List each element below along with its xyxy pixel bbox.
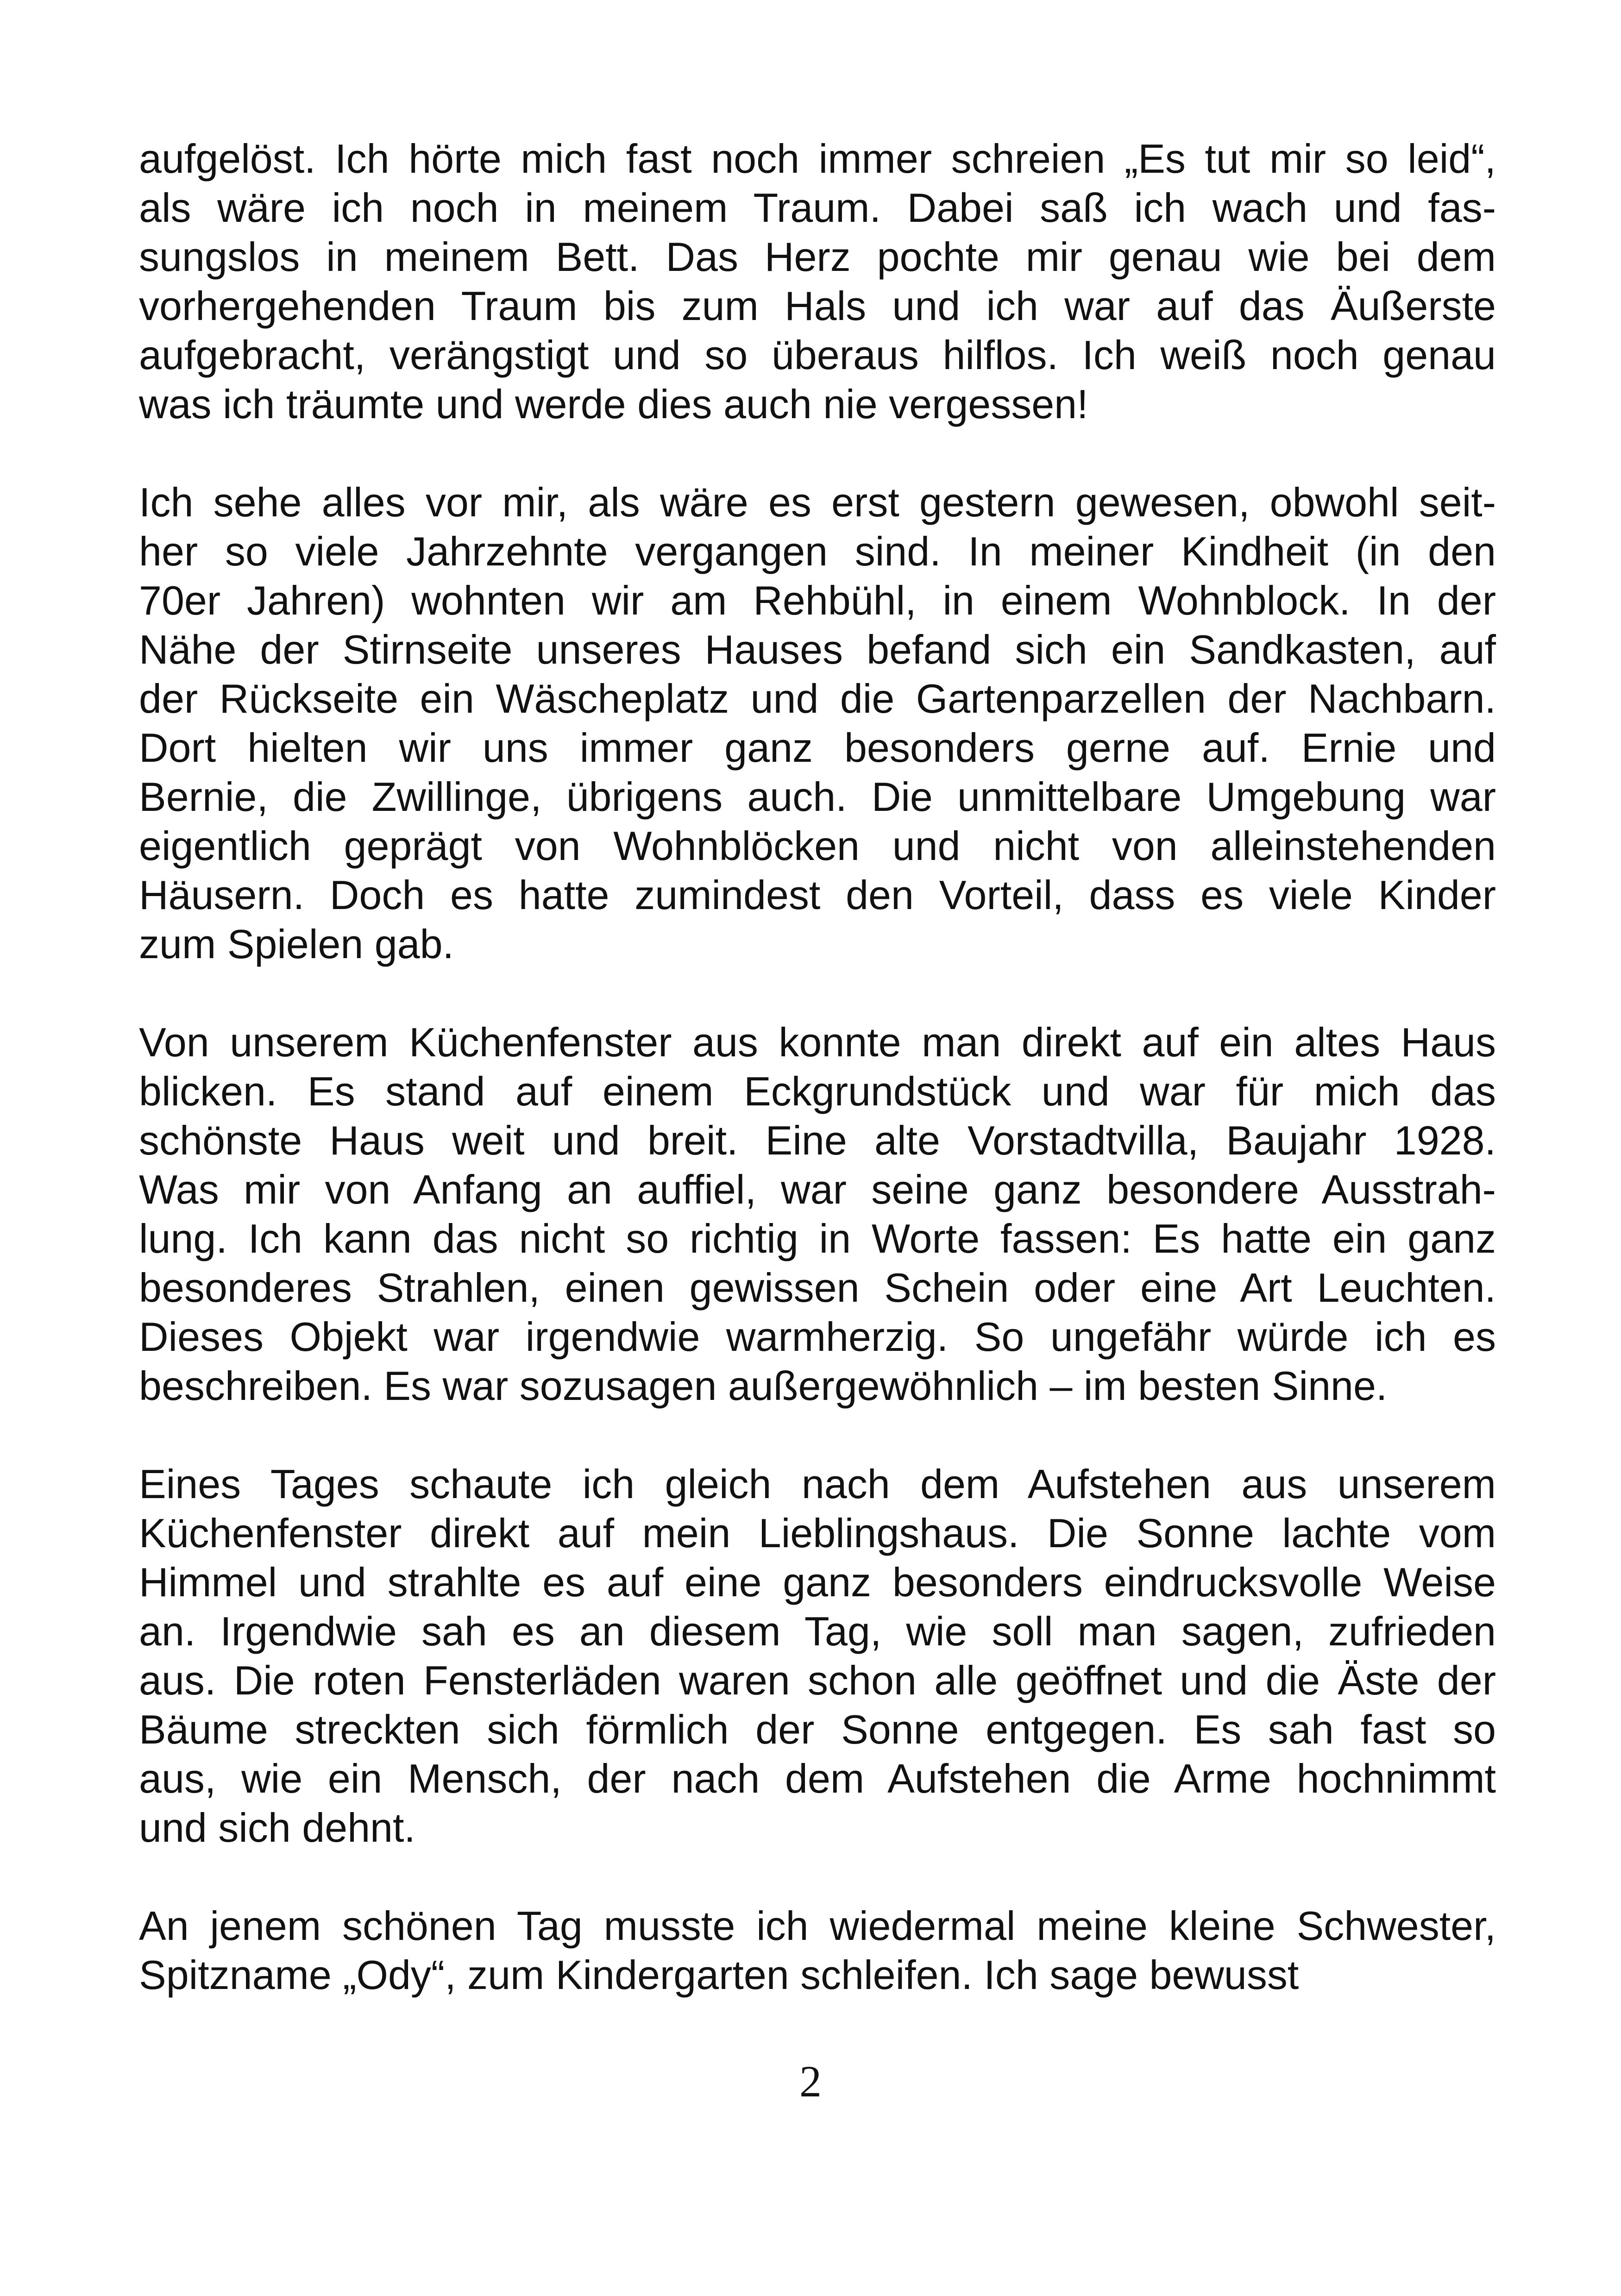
text-line: aus, wie ein Mensch, der nach dem Aufstehen die Arme hochnimmt xyxy=(139,1756,1496,1801)
text-line: An jenem schönen Tag musste ich wiedermal meine kleine Schwester, xyxy=(139,1903,1496,1949)
body-text xyxy=(139,134,1496,2000)
text-line: Küchenfenster direkt auf mein Lieblingshaus. Die Sonne lachte vom xyxy=(139,1510,1496,1556)
text-line: als wäre ich noch in meinem Traum. Dabei saß ich wach und fas- xyxy=(139,185,1496,231)
text-line: Spitzname „Ody“, zum Kindergarten schleifen. Ich sage bewusst xyxy=(139,1952,1299,1998)
text-line: her so viele Jahrzehnte vergangen sind. In meiner Kindheit (in den xyxy=(139,528,1496,574)
text-line: blicken. Es stand auf einem Eckgrundstück und war für mich das xyxy=(139,1068,1496,1114)
text-line: lung. Ich kann das nicht so richtig in Worte fassen: Es hatte ein ganz xyxy=(139,1216,1496,1261)
text-line: Häusern. Doch es hatte zumindest den Vorteil, dass es viele Kinder xyxy=(139,872,1496,918)
text-line: eigentlich geprägt von Wohnblöcken und nicht von alleinstehenden xyxy=(139,823,1496,869)
page-number: 2 xyxy=(799,2057,822,2106)
text-line: aufgelöst. Ich hörte mich fast noch immer schreien „Es tut mir so leid“, xyxy=(139,136,1496,182)
text-line: aufgebracht, verängstigt und so überaus hilflos. Ich weiß noch genau xyxy=(139,332,1496,378)
text-line: schönste Haus weit und breit. Eine alte Vorstadtvilla, Baujahr 1928. xyxy=(139,1117,1496,1163)
paragraph-5 xyxy=(139,1901,1496,2000)
paragraph-4 xyxy=(139,1460,1496,1852)
text-line: was ich träumte und werde dies auch nie vergessen! xyxy=(139,381,1088,427)
text-line: Bernie, die Zwillinge, übrigens auch. Die unmittelbare Umgebung war xyxy=(139,774,1496,820)
text-line: besonderes Strahlen, einen gewissen Schein oder eine Art Leuchten. xyxy=(139,1265,1496,1311)
text-line: Nähe der Stirnseite unseres Hauses befand sich ein Sandkasten, auf xyxy=(139,627,1496,672)
text-line: aus. Die roten Fensterläden waren schon alle geöffnet und die Äste der xyxy=(139,1657,1496,1703)
text-line: Eines Tages schaute ich gleich nach dem Aufstehen aus unserem xyxy=(139,1461,1496,1507)
text-line: Ich sehe alles vor mir, als wäre es erst gestern gewesen, obwohl seit- xyxy=(139,479,1496,525)
text-line: an. Irgendwie sah es an diesem Tag, wie soll man sagen, zufrieden xyxy=(139,1608,1496,1654)
text-line: Was mir von Anfang an auffiel, war seine ganz besondere Ausstrah- xyxy=(139,1167,1496,1212)
text-line: vorhergehenden Traum bis zum Hals und ich war auf das Äußerste xyxy=(139,283,1496,329)
text-line: sungslos in meinem Bett. Das Herz pochte mir genau wie bei dem xyxy=(139,234,1496,280)
text-line: Himmel und strahlte es auf eine ganz besonders eindrucksvolle Weise xyxy=(139,1559,1496,1605)
text-line: der Rückseite ein Wäscheplatz und die Gartenparzellen der Nachbarn. xyxy=(139,676,1496,721)
paragraph-2 xyxy=(139,478,1496,969)
text-line: Von unserem Küchenfenster aus konnte man direkt auf ein altes Haus xyxy=(139,1019,1496,1065)
text-line: und sich dehnt. xyxy=(139,1805,415,1851)
text-line: Dort hielten wir uns immer ganz besonders gerne auf. Ernie und xyxy=(139,725,1496,771)
text-line: zum Spielen gab. xyxy=(139,921,454,967)
text-line: 70er Jahren) wohnten wir am Rehbühl, in einem Wohnblock. In der xyxy=(139,577,1496,623)
text-line: Dieses Objekt war irgendwie warmherzig. So ungefähr würde ich es xyxy=(139,1314,1496,1360)
paragraph-1 xyxy=(139,134,1496,429)
paragraph-3 xyxy=(139,1018,1496,1411)
text-line: Bäume streckten sich förmlich der Sonne entgegen. Es sah fast so xyxy=(139,1706,1496,1752)
text-line: beschreiben. Es war sozusagen außergewöhnlich – im besten Sinne. xyxy=(139,1363,1388,1409)
